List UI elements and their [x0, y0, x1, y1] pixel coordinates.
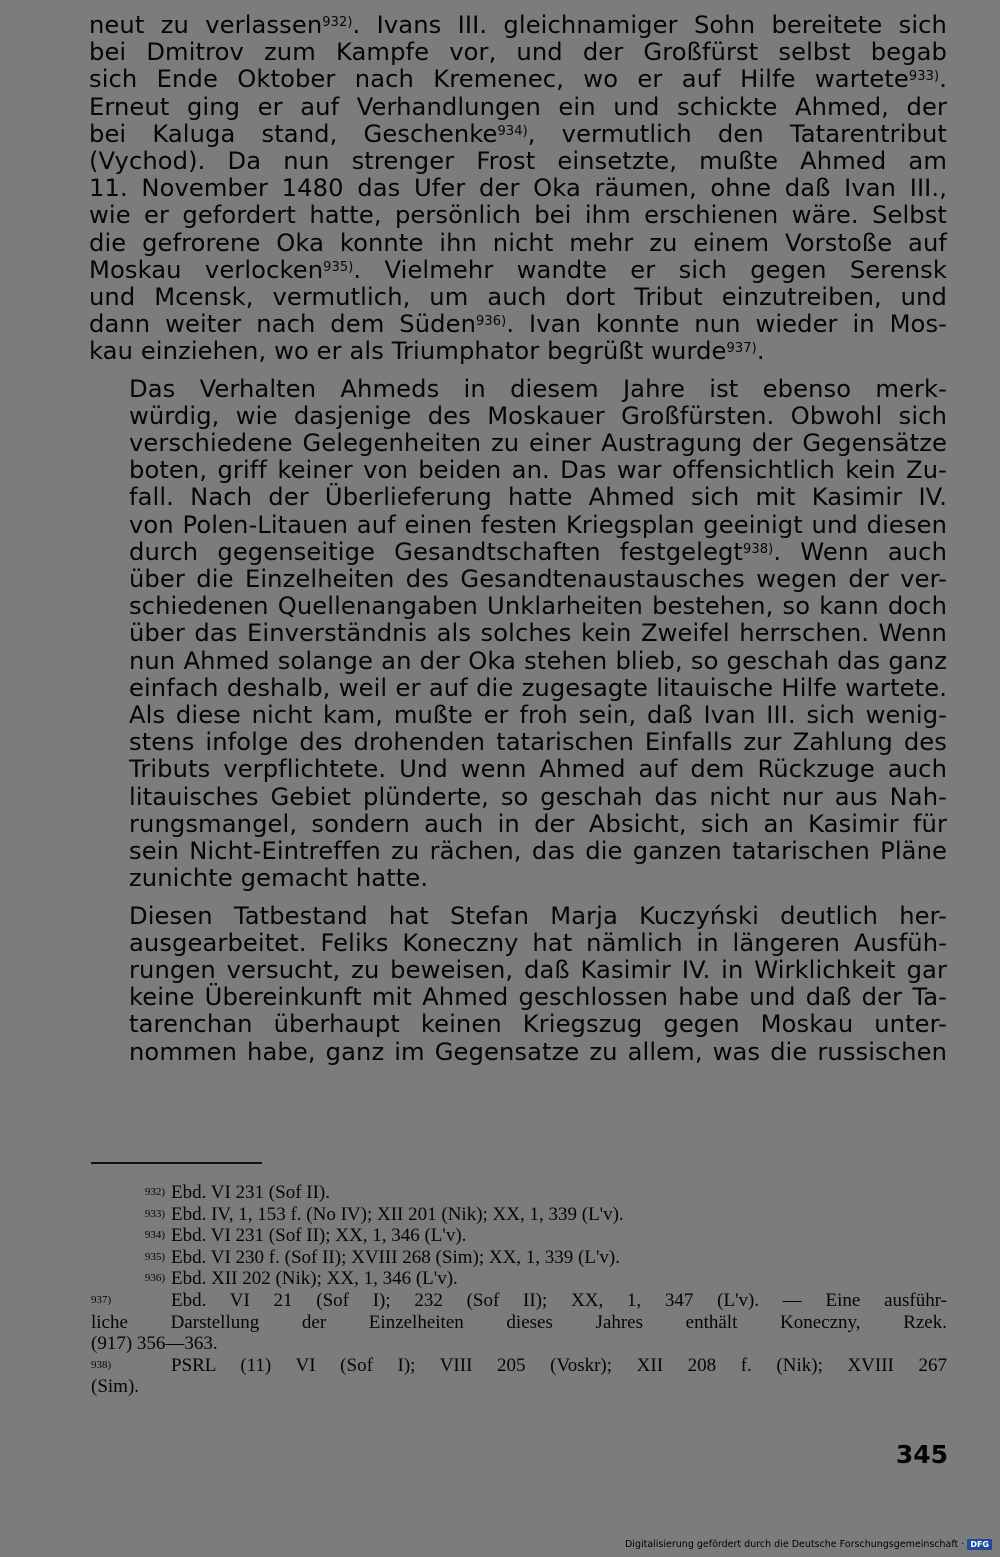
footnote — [91, 1290, 947, 1312]
text-line — [89, 457, 947, 484]
text-segment: die gefrorene Oka konnte ihn nicht mehr zu einem Vorstoße auf — [89, 228, 947, 257]
text-segment: dann weiter nach dem Süden — [89, 310, 477, 339]
text-line — [89, 202, 947, 229]
text-segment: sich Ende Oktober nach Kremenec, wo er auf Hilfe wartete — [89, 65, 909, 94]
text-line — [89, 984, 947, 1011]
footnote-text: Ebd. IV, 1, 153 f. (No IV); XII 201 (Nik); XX, 1, 339 (L'v). — [171, 1203, 624, 1225]
footnote-text: Ebd. VI 231 (Sof II). — [171, 1182, 331, 1203]
text-line — [89, 620, 947, 647]
text-segment: Als diese nicht kam, mußte er froh sein, daß Ivan III. sich wenig- — [129, 701, 947, 730]
text-segment: kau einziehen, wo er als Triumphator begrüßt wurde — [89, 337, 727, 366]
text-segment: zunichte gemacht hatte. — [129, 864, 429, 893]
text-line — [89, 311, 947, 338]
footnote-reference: 932) — [322, 15, 353, 30]
footnote-number: 934) — [144, 1229, 165, 1242]
text-line — [89, 121, 947, 148]
text-line — [89, 756, 947, 783]
footnote — [91, 1204, 947, 1226]
text-line — [89, 566, 947, 593]
text-segment: nommen habe, ganz im Gegensatze zu allem, was die russischen — [129, 1037, 947, 1066]
text-line — [89, 338, 947, 365]
text-line — [89, 930, 947, 957]
footnote-number: 938) — [91, 1358, 112, 1371]
text-line — [89, 1011, 947, 1038]
footnote-number: 935) — [144, 1250, 165, 1263]
text-segment: Erneut ging er auf Verhandlungen ein und schickte Ahmed, der — [89, 92, 947, 121]
text-line — [89, 811, 947, 838]
text-segment: schiedenen Quellenangaben Unklarheiten bestehen, so kann doch — [129, 592, 947, 621]
text-segment: Diesen Tatbestand hat Stefan Marja Kuczyński deutlich her- — [129, 901, 947, 930]
footnote — [91, 1355, 947, 1377]
text-line — [89, 729, 947, 756]
footnote-number: 936) — [144, 1272, 165, 1285]
footnote-number: 937) — [91, 1293, 112, 1306]
digitization-credit — [625, 1539, 992, 1550]
paragraph — [89, 376, 947, 893]
text-line — [89, 593, 947, 620]
text-segment: nun Ahmed solange an der Oka stehen blieb, so geschah das ganz — [129, 646, 947, 675]
footnote-reference: 938) — [743, 541, 774, 557]
footnote-continuation — [91, 1376, 947, 1398]
text-segment: . — [756, 337, 765, 366]
text-line — [89, 66, 947, 93]
text-segment: und Mcensk, vermutlich, um auch dort Tribut einzutreiben, und — [89, 283, 947, 312]
footnote-number: 932) — [144, 1186, 165, 1198]
page-number: 345 — [895, 1440, 948, 1469]
text-segment: , vermutlich den Tatarentribut — [527, 119, 947, 148]
text-line — [89, 784, 947, 811]
text-line — [89, 148, 947, 175]
footnote — [91, 1268, 947, 1290]
footnote-text: Ebd. VI 230 f. (Sof II); XVIII 268 (Sim); XX, 1, 339 (L'v). — [171, 1246, 620, 1268]
text-segment: einfach deshalb, weil er auf die zugesagte litauische Hilfe wartete. — [129, 673, 947, 702]
text-line — [89, 648, 947, 675]
text-segment: . Vielmehr wandte er sich gegen Serensk — [353, 255, 947, 284]
text-segment: rungsmangel, sondern auch in der Absicht, sich an Kasimir für — [129, 809, 947, 838]
text-segment: verschiedene Gelegenheiten zu einer Austragung der Gegensätze — [129, 429, 947, 458]
footnote-separator — [91, 1162, 262, 1164]
text-segment: rungen versucht, zu beweisen, daß Kasimir IV. in Wirklichkeit gar — [129, 955, 947, 984]
footnote-continuation — [91, 1333, 947, 1355]
text-segment: . Wenn auch — [773, 537, 948, 566]
paragraph — [89, 903, 947, 1066]
footnote — [91, 1247, 947, 1269]
footnote-reference: 936) — [476, 314, 507, 330]
text-line — [89, 39, 947, 66]
text-line — [89, 675, 947, 702]
text-segment: litauisches Gebiet plünderte, so geschah das nicht nur aus Nah- — [129, 782, 947, 811]
text-line — [89, 1039, 947, 1066]
footnote-reference: 934) — [497, 123, 528, 139]
text-segment: sein Nicht-Eintreffen zu rächen, das die ganzen tatarischen Pläne — [129, 837, 947, 866]
text-line — [89, 284, 947, 311]
text-line — [89, 376, 947, 403]
footnote-reference: 935) — [323, 259, 354, 275]
footnote — [91, 1182, 947, 1204]
text-line — [89, 903, 947, 930]
text-line — [89, 94, 947, 121]
footnote — [91, 1225, 947, 1247]
text-line — [89, 257, 947, 284]
footnotes — [91, 1182, 947, 1398]
text-line — [89, 230, 947, 257]
dfg-logo: DFG — [967, 1539, 992, 1550]
footnote-text: PSRL (11) VI (Sof I); VIII 205 (Voskr); XII 208 f. (Nik); XVIII 267 — [171, 1354, 947, 1376]
text-line — [89, 403, 947, 430]
main-text — [89, 12, 947, 1076]
text-segment: würdig, wie dasjenige des Moskauer Großfürsten. Obwohl sich — [129, 401, 947, 430]
text-segment: bei Kaluga stand, Geschenke — [89, 119, 498, 148]
text-segment: . Ivans III. gleichnamiger Sohn bereitete sich — [352, 11, 947, 39]
footnote-text: Ebd. XII 202 (Nik); XX, 1, 346 (L'v). — [171, 1268, 458, 1290]
text-line — [89, 512, 947, 539]
text-segment: über das Einverständnis als solches kein Zweifel herrschen. Wenn — [129, 619, 947, 648]
footnote-text: Ebd. VI 231 (Sof II); XX, 1, 346 (L'v). — [171, 1225, 467, 1247]
text-segment: Moskau verlocken — [89, 255, 324, 284]
text-segment: 11. November 1480 das Ufer der Oka räumen, ohne daß Ivan III., — [89, 174, 947, 203]
text-line — [89, 12, 947, 39]
text-segment: wie er gefordert hatte, persönlich bei ihm erschienen wäre. Selbst — [89, 201, 947, 230]
text-segment: ausgearbeitet. Feliks Koneczny hat nämlich in längeren Ausfüh- — [129, 928, 947, 957]
text-line — [89, 175, 947, 202]
footnote-text: Ebd. VI 21 (Sof I); 232 (Sof II); XX, 1, 347 (L'v). — Eine ausführ- — [171, 1289, 947, 1311]
footnote-number: 933) — [144, 1207, 165, 1220]
text-segment: neut zu verlassen — [89, 11, 323, 39]
text-segment: Das Verhalten Ahmeds in diesem Jahre ist ebenso merk- — [129, 374, 947, 403]
text-segment: Tributs verpflichtete. Und wenn Ahmed auf dem Rückzuge auch — [129, 755, 947, 784]
text-line — [89, 838, 947, 865]
text-segment: durch gegenseitige Gesandtschaften festgelegt — [129, 537, 744, 566]
text-line — [89, 957, 947, 984]
text-segment: bei Dmitrov zum Kampfe vor, und der Großfürst selbst begab — [89, 38, 947, 67]
footnote-continuation — [91, 1312, 947, 1334]
footnote-text: (917) 356—363. — [91, 1333, 218, 1355]
text-line — [89, 702, 947, 729]
text-segment: boten, griff keiner von beiden an. Das war offensichtlich kein Zu- — [129, 456, 947, 485]
text-segment: über die Einzelheiten des Gesandtenaustausches wegen der ver- — [129, 565, 947, 594]
text-segment: . Ivan konnte nun wieder in Mos- — [506, 310, 947, 339]
text-line — [89, 484, 947, 511]
text-segment: von Polen-Litauen auf einen festen Kriegsplan geeinigt und diesen — [129, 510, 947, 539]
text-segment: stens infolge des drohenden tatarischen Einfalls zur Zahlung des — [129, 728, 947, 757]
footnote-text: liche Darstellung der Einzelheiten dieses Jahres enthält Koneczny, Rzek. — [91, 1311, 947, 1333]
text-segment: keine Übereinkunft mit Ahmed geschlossen habe und daß der Ta- — [129, 983, 947, 1012]
paragraph — [89, 12, 947, 366]
text-line — [89, 539, 947, 566]
text-segment: . — [939, 65, 947, 94]
text-segment: fall. Nach der Überlieferung hatte Ahmed sich mit Kasimir IV. — [129, 483, 947, 512]
footnote-reference: 933) — [908, 69, 940, 85]
footnote-text: (Sim). — [91, 1376, 140, 1398]
text-segment: (Vychod). Da nun strenger Frost einsetzte, mußte Ahmed am — [89, 147, 947, 176]
footnote-reference: 937) — [726, 341, 757, 357]
text-segment: tarenchan überhaupt keinen Kriegszug gegen Moskau unter- — [129, 1010, 947, 1039]
text-line — [89, 430, 947, 457]
text-line — [89, 865, 947, 892]
credit-text: Digitalisierung gefördert durch die Deutsche Forschungsgemeinschaft · — [624, 1539, 965, 1550]
